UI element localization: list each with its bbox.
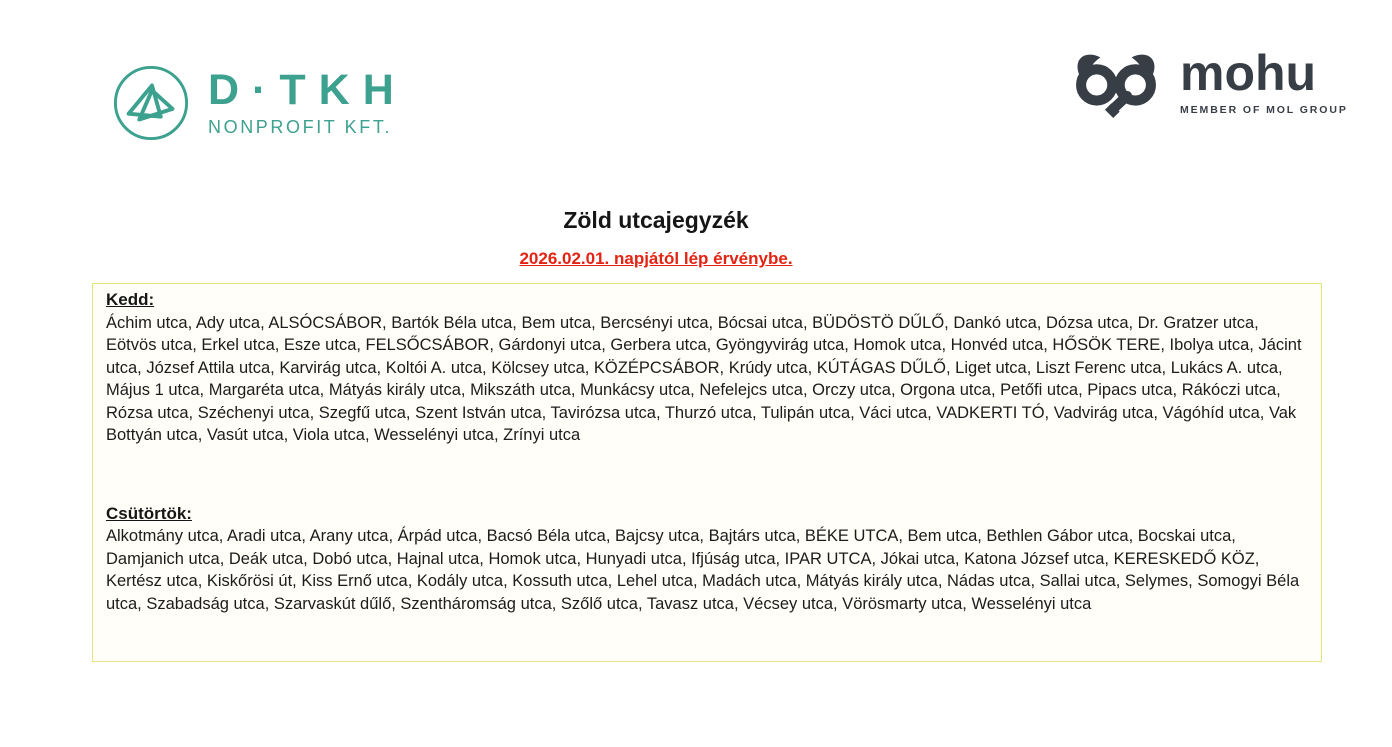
mohu-logo-text xyxy=(1180,45,1348,116)
dtkh-logo-name: D·TKH xyxy=(208,65,407,114)
dtkh-logo-text xyxy=(208,65,407,138)
mohu-logo-subtitle: MEMBER OF MOL GROUP xyxy=(1180,103,1348,116)
title-block xyxy=(0,207,1312,269)
section-kedd-label: Kedd: xyxy=(106,290,155,309)
mohu-owl-icon xyxy=(1070,50,1162,118)
page-title: Zöld utcajegyzék xyxy=(563,207,749,233)
mohu-logo xyxy=(1070,45,1348,118)
mohu-logo-name: mohu xyxy=(1180,45,1317,101)
section-csutortok-streets: Alkotmány utca, Aradi utca, Arany utca, Árpád utca, Bacsó Béla utca, Bajcsy utca, Bajtárs utca, BÉKE UTCA, Bem utca, Bethlen Gábor utca, Bocskai utca, Damjanich utca, Deák utca, Dobó utca, Hajnal utca, Homok utca, Hunyadi utca, Ifjúság utca, IPAR UTCA, Jókai utca, Katona József utca, KERESKEDŐ KÖZ, Kertész utca, Kiskőrösi út, Kiss Ernő utca, Kodály utca, Kossuth utca, Lehel utca, Madách utca, Mátyás király utca, Nádas utca, Sallai utca, Selymes, Somogyi Béla utca, Szabadság utca, Szarvaskút dűlő, Szentháromság utca, Szőlő utca, Tavasz utca, Vécsey utca, Vörösmarty utca, Wesselényi utca xyxy=(106,527,1300,613)
effective-date-notice: 2026.02.01. napjától lép érvénybe. xyxy=(519,249,793,268)
section-csutortok xyxy=(106,503,1307,616)
section-csutortok-label: Csütörtök: xyxy=(106,503,192,523)
street-list-box xyxy=(92,283,1322,662)
dtkh-logo xyxy=(112,64,407,142)
dtkh-recycle-triangles-icon xyxy=(112,64,190,142)
section-kedd-streets: Áchim utca, Ady utca, ALSÓCSÁBOR, Bartók Béla utca, Bem utca, Bercsényi utca, Bócsai utca, BÜDÖSTÖ DŰLŐ, Dankó utca, Dózsa utca, Dr. Gratzer utca, Eötvös utca, Erkel utca, Esze utca, FELSŐCSÁBOR, Gárdonyi utca, Gerbera utca, Gyöngyvirág utca, Homok utca, Honvéd utca, HŐSÖK TERE, Ibolya utca, Jácint utca, József Attila utca, Karvirág utca, Koltói A. utca, Kölcsey utca, KÖZÉPCSÁBOR, Krúdy utca, KÚTÁGAS DŰLŐ, Liget utca, Liszt Ferenc utca, Lukács A. utca, Május 1 utca, Margaréta utca, Mátyás király utca, Mikszáth utca, Munkácsy utca, Nefelejcs utca, Orczy utca, Orgona utca, Petőfi utca, Pipacs utca, Rákóczi utca, Rózsa utca, Széchenyi utca, Szegfű utca, Szent István utca, Tavirózsa utca, Thurzó utca, Tulipán utca, Váci utca, VADKERTI TÓ, Vadvirág utca, Vágóhíd utca, Vak Bottyán utca, Vasút utca, Viola utca, Wesselényi utca, Zrínyi utca xyxy=(106,313,1302,444)
dtkh-logo-subtitle: NONPROFIT KFT. xyxy=(208,116,393,137)
section-kedd xyxy=(106,289,1307,447)
